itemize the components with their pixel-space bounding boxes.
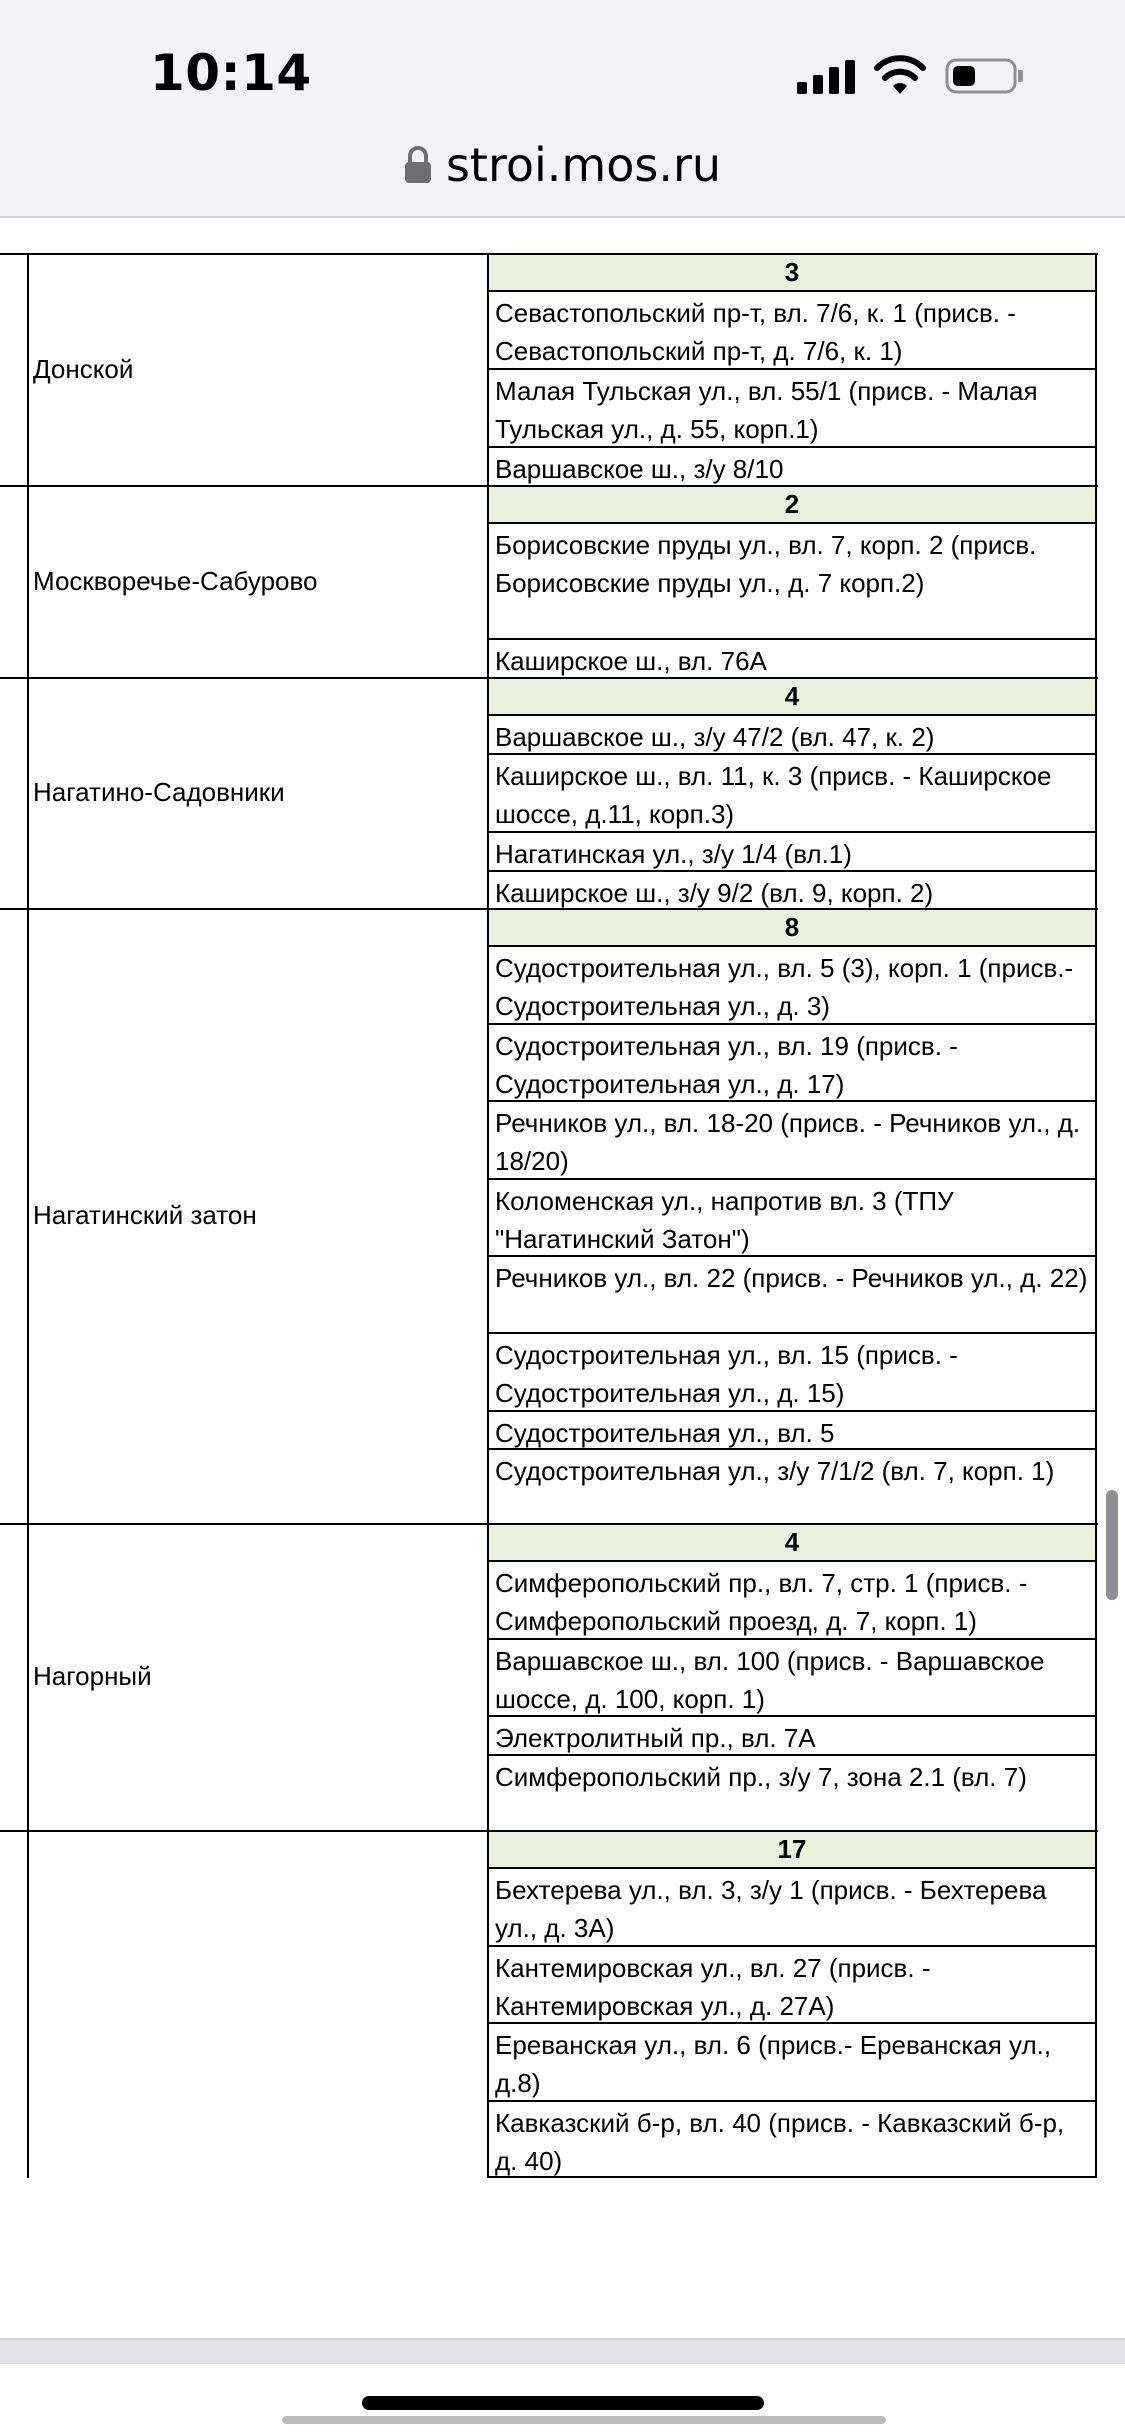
address-cell: Бехтерева ул., вл. 3, з/у 1 (присв. - Бехтерева ул., д. 3А) — [487, 1867, 1097, 1945]
address-cell: Варшавское ш., вл. 100 (присв. - Варшавское шоссе, д. 100, корп. 1) — [487, 1638, 1097, 1715]
count-cell: 3 — [487, 253, 1097, 290]
address-cell: Электролитный пр., вл. 7А — [487, 1715, 1097, 1754]
district-name: Москворечье-Сабурово — [33, 565, 318, 596]
table-bottom-border — [487, 2176, 1097, 2178]
address-cell: Речников ул., вл. 18-20 (присв. - Речников ул., д. 18/20) — [487, 1100, 1097, 1178]
battery-icon — [945, 56, 1025, 96]
scrollbar-thumb[interactable] — [1106, 1490, 1118, 1600]
count-cell: 2 — [487, 485, 1097, 522]
address-cell: Севастопольский пр-т, вл. 7/6, к. 1 (присв. - Севастопольский пр-т, д. 7/6, к. 1) — [487, 290, 1097, 368]
address-cell: Кантемировская ул., вл. 27 (присв. - Кантемировская ул., д. 27А) — [487, 1945, 1097, 2022]
district-name: Нагорный — [33, 1661, 152, 1691]
address-cell: Варшавское ш., з/у 8/10 — [487, 446, 1097, 485]
count-cell: 4 — [487, 1523, 1097, 1560]
url-text[interactable]: stroi.mos.ru — [445, 138, 722, 192]
address-cell: Каширское ш., з/у 9/2 (вл. 9, корп. 2) — [487, 870, 1097, 908]
address-cell: Судостроительная ул., вл. 5 (3), корп. 1 (присв.- Судостроительная ул., д. 3) — [487, 945, 1097, 1023]
signal-icon — [797, 60, 857, 94]
lock-icon — [404, 146, 432, 184]
district-name — [33, 1830, 483, 2178]
address-cell: Судостроительная ул., вл. 5 — [487, 1410, 1097, 1448]
address-cell: Речников ул., вл. 22 (присв. - Речников ул., д. 22) — [487, 1255, 1097, 1332]
count-cell: 8 — [487, 908, 1097, 945]
address-cell: Нагатинская ул., з/у 1/4 (вл.1) — [487, 831, 1097, 870]
district-name: Нагатинский затон — [33, 1200, 257, 1230]
wifi-icon — [874, 54, 926, 96]
browser-bottom-bar — [0, 2338, 1125, 2366]
column-divider — [27, 677, 29, 908]
address-cell: Борисовские пруды ул., вл. 7, корп. 2 (присв. Борисовские пруды ул., д. 7 корп.2) — [487, 522, 1097, 638]
address-bar[interactable] — [0, 130, 1125, 200]
address-cell: Коломенская ул., напротив вл. 3 (ТПУ "Нагатинский Затон") — [487, 1178, 1097, 1255]
address-cell: Симферопольский пр., вл. 7, стр. 1 (присв. - Симферопольский проезд, д. 7, корп. 1) — [487, 1560, 1097, 1638]
address-cell: Малая Тульская ул., вл. 55/1 (присв. - Малая Тульская ул., д. 55, корп.1) — [487, 368, 1097, 446]
status-time: 10:14 — [150, 44, 312, 102]
column-divider — [27, 1523, 29, 1830]
address-cell: Судостроительная ул., вл. 15 (присв. - Судостроительная ул., д. 15) — [487, 1332, 1097, 1410]
district-name: Донской — [33, 353, 134, 384]
address-cell: Варшавское ш., з/у 47/2 (вл. 47, к. 2) — [487, 714, 1097, 753]
browser-top-bar — [0, 0, 1125, 218]
address-cell: Судостроительная ул., з/у 7/1/2 (вл. 7, корп. 1) — [487, 1448, 1097, 1523]
home-indicator[interactable] — [362, 2396, 764, 2410]
address-cell: Каширское ш., вл. 76А — [487, 638, 1097, 677]
address-cell: Ереванская ул., вл. 6 (присв.- Ереванская ул., д.8) — [487, 2022, 1097, 2100]
address-cell: Симферопольский пр., з/у 7, зона 2.1 (вл. 7) — [487, 1754, 1097, 1830]
column-divider — [27, 253, 29, 485]
page-load-indicator — [282, 2416, 886, 2424]
count-cell: 4 — [487, 677, 1097, 714]
column-divider — [27, 908, 29, 1523]
address-cell: Кавказский б-р, вл. 40 (присв. - Кавказский б-р, д. 40) — [487, 2100, 1097, 2178]
district-name: Нагатино-Садовники — [33, 777, 285, 807]
address-cell: Каширское ш., вл. 11, к. 3 (присв. - Каширское шоссе, д.11, корп.3) — [487, 753, 1097, 831]
column-divider — [27, 485, 29, 677]
count-cell: 17 — [487, 1830, 1097, 1867]
address-cell: Судостроительная ул., вл. 19 (присв. - Судостроительная ул., д. 17) — [487, 1023, 1097, 1100]
column-divider — [27, 1830, 29, 2178]
